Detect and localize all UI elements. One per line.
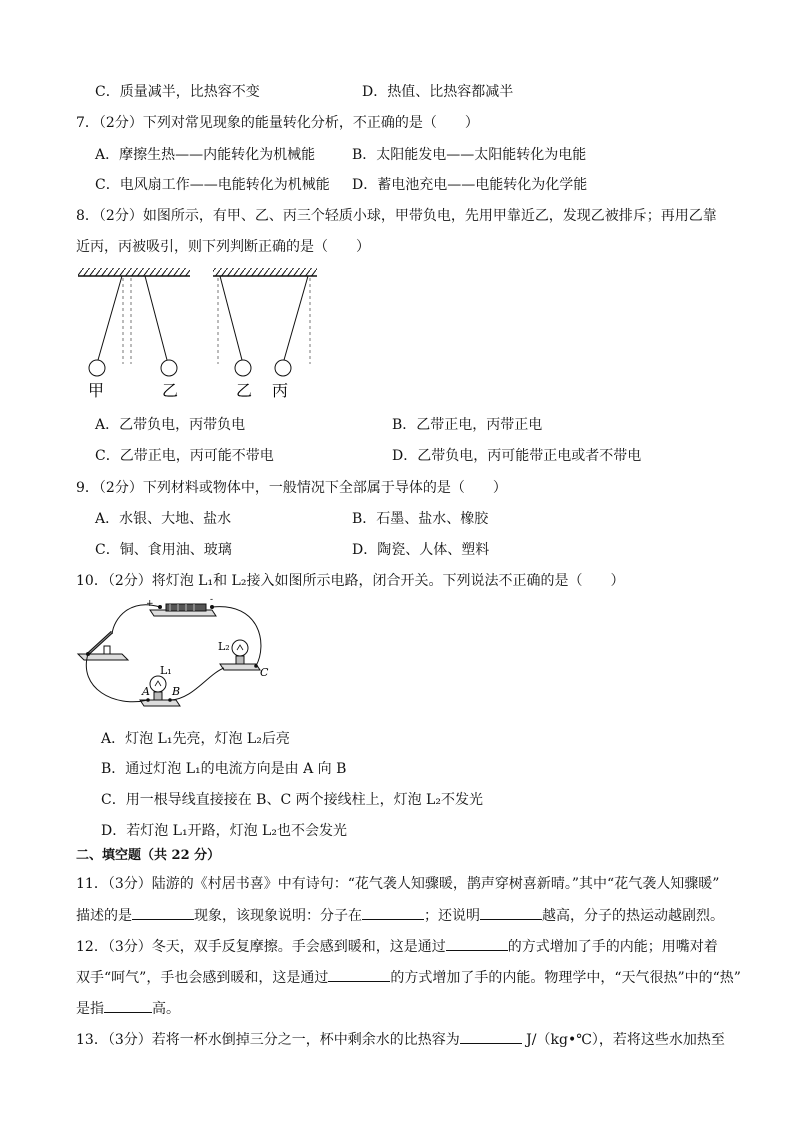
q12-text-3a: 是指 <box>76 1001 104 1017</box>
q12-text-1b: 的方式增加了手的内能；用嘴对着 <box>507 939 718 955</box>
terminal-a: A <box>142 685 150 698</box>
battery-minus: - <box>210 596 214 605</box>
q8-option-c: C．乙带正电，丙可能不带电 <box>95 448 274 464</box>
switch <box>78 632 128 660</box>
q7-option-b: B．太阳能发电——太阳能转化为电能 <box>352 147 587 163</box>
q12-line3 <box>76 998 180 1019</box>
q10-option-c: C．用一根导线直接接在 B、C 两个接线柱上，灯泡 L₂不发光 <box>101 792 483 808</box>
q11-blank-2[interactable] <box>362 905 424 920</box>
q13-text-1a: 13．（3分）若将一杯水倒掉三分之一，杯中剩余水的比热容为 <box>76 1032 460 1048</box>
q10-option-a: A．灯泡 L₁先亮，灯泡 L₂后亮 <box>101 731 290 747</box>
q12-text-3b: 高。 <box>152 1001 180 1017</box>
ball-bing <box>275 360 291 376</box>
q11-text-d: 越高，分子的热运动越剧烈。 <box>542 908 724 924</box>
q9-option-a: A．水银、大地、盐水 <box>95 511 232 527</box>
q12-text-1a: 12．（3分）冬天，双手反复摩擦。手会感到暖和，这是通过 <box>76 939 446 955</box>
q8-stem-line1: 8．（2分）如图所示，有甲、乙、丙三个轻质小球，甲带负电，先用甲靠近乙，发现乙被排斥；再用乙靠 <box>76 208 717 224</box>
right-support <box>213 268 317 276</box>
label-jia: 甲 <box>88 381 105 400</box>
q7-stem: 7．（2分）下列对常见现象的能量转化分析，不正确的是（ ） <box>76 115 479 131</box>
q10-circuit-figure <box>74 596 274 718</box>
terminal-c: C <box>260 666 269 679</box>
label-yi-right: 乙 <box>236 381 253 400</box>
q8-pendulum-figure <box>70 262 330 404</box>
q11-line2 <box>76 905 724 926</box>
q13-blank-1[interactable] <box>460 1029 522 1044</box>
battery-plus: + <box>146 599 154 609</box>
q8-stem-line2: 近丙，丙被吸引，则下列判断正确的是（ ） <box>76 239 370 255</box>
label-l1: L₁ <box>160 664 172 677</box>
q7-option-c: C．电风扇工作——电能转化为机械能 <box>95 177 330 193</box>
q10-stem: 10．（2分）将灯泡 L₁和 L₂接入如图所示电路，闭合开关。下列说法不正确的是（ ） <box>76 573 625 589</box>
q8-option-b: B．乙带正电，丙带正电 <box>392 417 543 433</box>
q12-text-2b: 的方式增加了手的内能。物理学中，“天气很热”中的“热” <box>390 970 741 986</box>
battery <box>150 604 216 616</box>
q6-option-c: C．质量减半，比热容不变 <box>95 84 260 100</box>
q13-line1 <box>76 1029 725 1050</box>
q12-blank-3[interactable] <box>104 998 152 1013</box>
q11-line1: 11．（3分）陆游的《村居书喜》中有诗句：“花气袭人知骤暖，鹊声穿树喜新晴。”其中“花气袭人知骤暖” <box>76 876 720 892</box>
q8-option-d: D．乙带负电，丙可能带正电或者不带电 <box>392 448 642 464</box>
section-title-fill-in: 二、填空题（共 22 分） <box>76 848 221 863</box>
q9-stem: 9．（2分）下列材料或物体中，一般情况下全部属于导体的是（ ） <box>76 480 507 496</box>
q12-blank-2[interactable] <box>328 967 390 982</box>
q11-blank-1[interactable] <box>132 905 194 920</box>
left-support <box>78 268 190 276</box>
q9-option-c: C．铜、食用油、玻璃 <box>95 542 232 558</box>
q12-line1 <box>76 936 718 957</box>
q9-option-b: B．石墨、盐水、橡胶 <box>352 511 489 527</box>
q10-option-d: D．若灯泡 L₁开路，灯泡 L₂也不会发光 <box>101 823 347 839</box>
q11-text-a: 描述的是 <box>76 908 132 924</box>
q12-line2 <box>76 967 741 988</box>
q9-option-d: D．陶瓷、人体、塑料 <box>352 542 490 558</box>
q11-blank-3[interactable] <box>480 905 542 920</box>
label-bing: 丙 <box>272 381 289 400</box>
terminal-b: B <box>172 685 181 698</box>
q11-text-b: 现象，该现象说明：分子在 <box>194 908 362 924</box>
ball-jia <box>89 360 105 376</box>
q11-text-c: ；还说明 <box>424 908 480 924</box>
q10-option-b: B．通过灯泡 L₁的电流方向是由 A 向 B <box>101 761 347 777</box>
q13-text-1b: J/（kg•℃），若将这些水加热至 <box>521 1032 725 1048</box>
label-l2: L₂ <box>218 640 230 653</box>
q8-option-a: A．乙带负电，丙带负电 <box>95 417 246 433</box>
ball-yi-right <box>235 360 251 376</box>
q12-blank-1[interactable] <box>446 936 508 951</box>
q7-option-a: A．摩擦生热——内能转化为机械能 <box>95 147 316 163</box>
q12-text-2a: 双手“呵气”，手也会感到暖和，这是通过 <box>76 970 329 986</box>
q7-option-d: D．蓄电池充电——电能转化为化学能 <box>352 177 588 193</box>
label-yi-left: 乙 <box>162 381 179 400</box>
q6-option-d: D．热值、比热容都减半 <box>362 84 514 100</box>
ball-yi-left <box>161 360 177 376</box>
